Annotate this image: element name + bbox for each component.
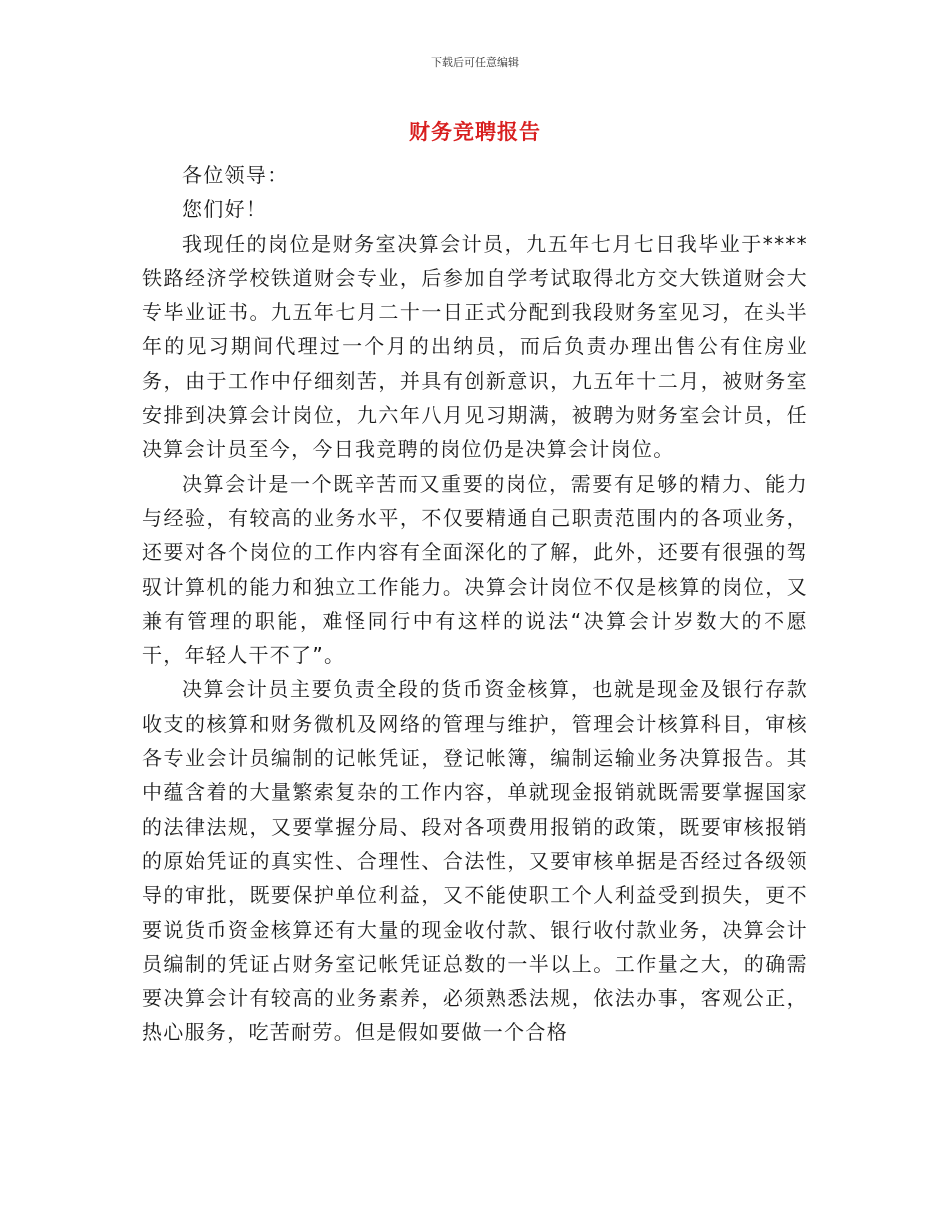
paragraph-background: 我现任的岗位是财务室决算会计员，九五年七月七日我毕业于****铁路经济学校铁道财会专业，后参加自学考试取得北方交大铁道财会大专毕业证书。九五年七月二十一日正式分配到我段财务室见习，在头半年的见习期间代理过一个月的出纳员，而后负责办理出售公有住房业务，由于工作中仔细刻苦，并具有创新意识，九五年十二月，被财务室安排到决算会计岗位，九六年八月见习期满，被聘为财务室会计员，任决算会计员至今，今日我竞聘的岗位仍是决算会计岗位。: [142, 231, 808, 462]
greeting: 您们好！: [182, 197, 268, 222]
document-title: 财务竞聘报告: [409, 120, 541, 144]
document-body: [142, 158, 808, 1050]
paragraph-role-importance: 决算会计是一个既辛苦而又重要的岗位，需要有足够的精力、能力与经验，有较高的业务水平，不仅要精通自己职责范围内的各项业务，还要对各个岗位的工作内容有全面深化的了解，此外，还要有很强的驾驭计算机的能力和独立工作能力。决算会计岗位不仅是核算的岗位，又兼有管理的职能，难怪同行中有这样的说法“决算会计岁数大的不愿干，年轻人干不了”。: [142, 471, 808, 668]
salutation: 各位领导：: [182, 163, 289, 187]
paragraph-responsibilities: 决算会计员主要负责全段的货币资金核算，也就是现金及银行存款收支的核算和财务微机及网络的管理与维护，管理会计核算科目，审核各专业会计员编制的记帐凭证，登记帐簿，编制运输业务决算报告。其中蕴含着的大量繁索复杂的工作内容，单就现金报销就既需要掌握国家的法律法规，又要掌握分局、段对各项费用报销的政策，既要审核报销的原始凭证的真实性、合理性、合法性，又要审核单据是否经过各级领导的审批，既要保护单位利益，又不能使职工个人利益受到损失，更不要说货币资金核算还有大量的现金收付款、银行收付款业务，决算会计员编制的凭证占财务室记帐凭证总数的一半以上。工作量之大，的确需要决算会计有较高的业务素养，必须熟悉法规，依法办事，客观公正，热心服务，吃苦耐劳。但是假如要做一个合格: [142, 677, 808, 1045]
page-header-note: 下载后可任意编辑: [431, 56, 519, 69]
